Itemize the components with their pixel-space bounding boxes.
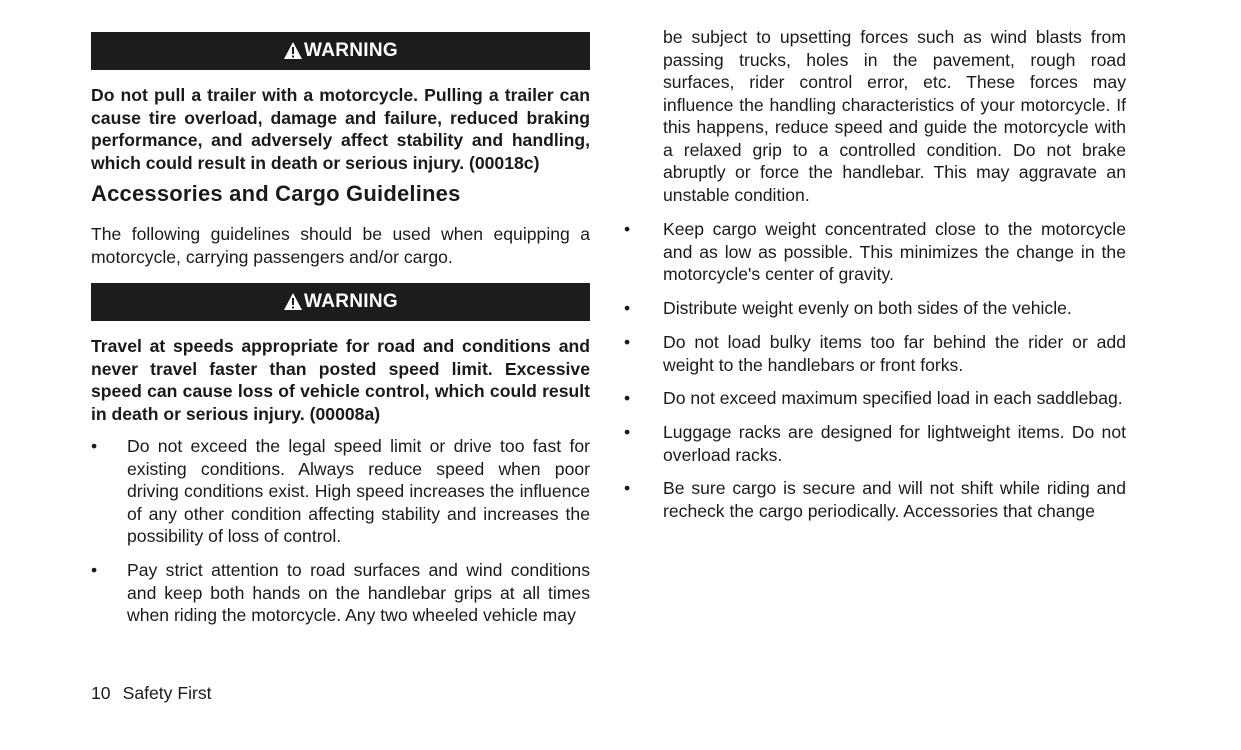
warning-text-trailer: Do not pull a trailer with a motorcycle. Pulling a trailer can cause tire overload, damage and failure, reduced braking performance, and adversely affect stability and handling, which could result in death or serious injury. (00018c) <box>91 85 590 173</box>
warning-banner-speed <box>91 283 590 321</box>
bullet-icon: • <box>624 298 631 318</box>
page-number: 10 <box>91 683 111 703</box>
bullet-icon: • <box>624 388 631 408</box>
bullet-icon: • <box>624 478 631 498</box>
warning-banner-trailer <box>91 32 590 70</box>
list-item-text: Do not exceed the legal speed limit or drive too fast for existing conditions. Always reduce speed when poor driving conditions exist. High speed increases the influence of any other condition affecting stability and increases the possibility of loss of control. <box>127 436 590 546</box>
list-item-text: Luggage racks are designed for lightweight items. Do not overload racks. <box>663 422 1126 465</box>
bullet-icon: • <box>624 332 631 352</box>
warning-label: WARNING <box>304 40 398 61</box>
page-footer <box>91 682 212 704</box>
list-item-text: Be sure cargo is secure and will not shift while riding and recheck the cargo periodically. Accessories that change <box>663 478 1126 521</box>
list-item-text: Distribute weight evenly on both sides of the vehicle. <box>663 298 1072 318</box>
bullet-icon: • <box>624 422 631 442</box>
section-heading: Accessories and Cargo Guidelines <box>91 181 461 206</box>
warning-triangle-icon <box>283 41 303 60</box>
list-item-text: Do not load bulky items too far behind the rider or add weight to the handlebars or front forks. <box>663 332 1126 375</box>
continued-paragraph: be subject to upsetting forces such as wind blasts from passing trucks, holes in the pavement, rough road surfaces, rider control error, etc. These forces may influence the handling characteristics of your motorcycle. If this happens, reduce speed and guide the motorcycle with a relaxed grip to a controlled condition. Do not brake abruptly or force the handlebar. This may aggravate an unstable condition. <box>663 27 1126 205</box>
list-item-text: Do not exceed maximum specified load in each saddlebag. <box>663 388 1123 408</box>
warning-text-speed: Travel at speeds appropriate for road and conditions and never travel faster than posted speed limit. Excessive speed can cause loss of vehicle control, which could result in death or serious injury. (00008a) <box>91 336 590 424</box>
list-item-text: Keep cargo weight concentrated close to the motorcycle and as low as possible. This minimizes the change in the motorcycle's center of gravity. <box>663 219 1126 284</box>
bullet-icon: • <box>91 560 98 580</box>
list-item-text: Pay strict attention to road surfaces and wind conditions and keep both hands on the handlebar grips at all times when riding the motorcycle. Any two wheeled vehicle may <box>127 560 590 625</box>
warning-triangle-icon <box>283 292 303 311</box>
bullet-icon: • <box>624 219 631 239</box>
warning-label: WARNING <box>304 291 398 312</box>
bullet-icon: • <box>91 436 98 456</box>
intro-paragraph: The following guidelines should be used when equipping a motorcycle, carrying passengers and/or cargo. <box>91 224 590 267</box>
footer-section-title: Safety First <box>122 683 212 703</box>
